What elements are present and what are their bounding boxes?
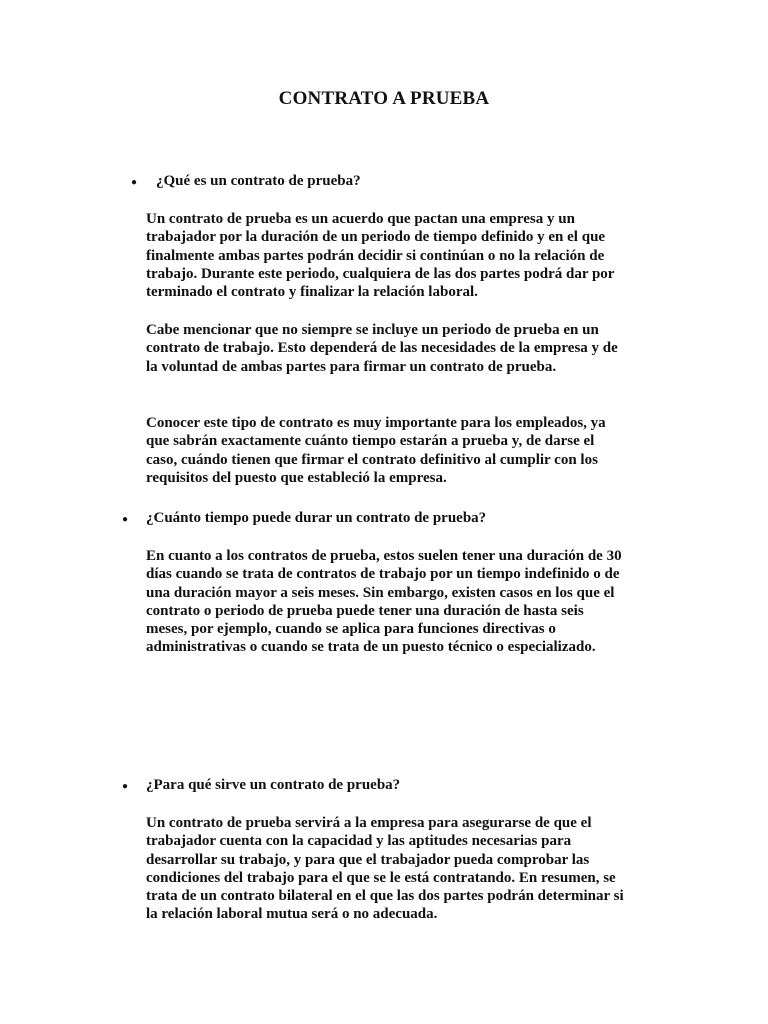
paragraph: Conocer este tipo de contrato es muy importante para los empleados, ya que sabrán exactamente cuánto tiempo estarán a prueba y, de darse el caso, cuándo tienen que firmar el contrato definitivo al cumplir con los requisitos del puesto que estableció la empresa. (146, 415, 606, 486)
question-row (0, 509, 768, 533)
question-heading: ¿Para qué sirve un contrato de prueba? (146, 777, 401, 793)
question-heading: ¿Cuánto tiempo puede durar un contrato de prueba? (146, 510, 487, 526)
section-que-es (0, 172, 768, 196)
bullet-icon: ● (131, 177, 138, 188)
section-cuanto-tiempo (0, 509, 768, 533)
question-heading: ¿Qué es un contrato de prueba? (156, 173, 361, 189)
question-row (0, 172, 768, 196)
document-title: CONTRATO A PRUEBA (278, 88, 490, 109)
question-row (0, 776, 768, 800)
paragraph: Un contrato de prueba servirá a la empresa para asegurarse de que el trabajador cuenta con la capacidad y las aptitudes necesarias para desarrollar su trabajo, y para que el trabajador pueda comprobar las condiciones del trabajo para el que se le está contratando. En resumen, se trata de un contrato bilateral en el que las dos partes podrán determinar si la relación laboral mutua será o no adecuada. (146, 815, 624, 923)
bullet-icon: ● (122, 781, 129, 792)
section-para-que-sirve (0, 776, 768, 800)
paragraph: En cuanto a los contratos de prueba, estos suelen tener una duración de 30 días cuando se trata de contratos de trabajo por un tiempo indefinido o de una duración mayor a seis meses. Sin embargo, existen casos en los que el contrato o periodo de prueba puede tener una duración de hasta seis meses, por ejemplo, cuando se aplica para funciones directivas o administrativas o cuando se trata de un puesto técnico o especializado. (146, 548, 622, 656)
paragraph: Un contrato de prueba es un acuerdo que pactan una empresa y un trabajador por la duración de un periodo de tiempo definido y en el que finalmente ambas partes podrán decidir si continúan o no la relación de trabajo. Durante este periodo, cualquiera de las dos partes podrá dar por terminado el contrato y finalizar la relación laboral. (146, 211, 615, 301)
bullet-icon: ● (122, 514, 129, 525)
paragraph: Cabe mencionar que no siempre se incluye un periodo de prueba en un contrato de trabajo. Esto dependerá de las necesidades de la empresa y de la voluntad de ambas partes para firmar un contrato de prueba. (146, 322, 618, 375)
